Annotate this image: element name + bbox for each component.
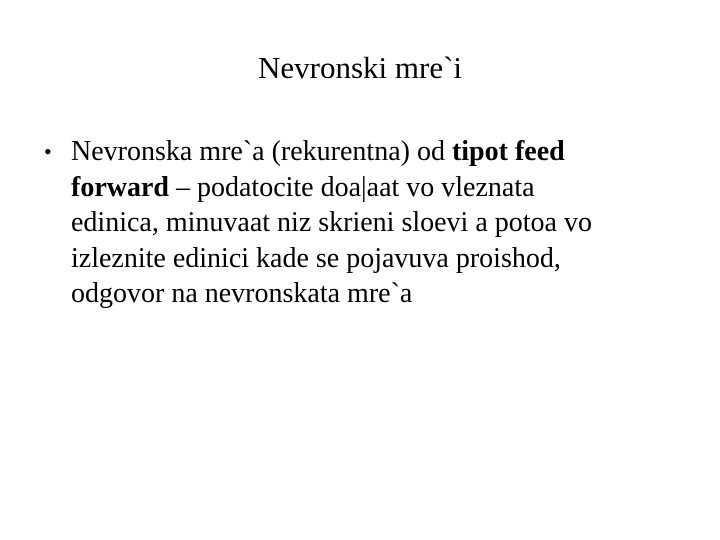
bullet-text-1: Nevronska mre`a (rekurentna) od — [71, 136, 452, 167]
bullet-marker: • — [44, 139, 52, 164]
bullet-line-2 — [71, 170, 684, 206]
bullet-line-4: izleznite edinici kade se pojavuva proishod, — [71, 242, 561, 274]
bullet-bold-term-1: tipot feed — [451, 136, 565, 167]
slide-title: Nevronski mre`i — [257, 50, 463, 85]
bullet-line-3: edinica, minuvaat niz skrieni sloevi a potoa vo — [71, 207, 592, 238]
bullet-line-5: odgovor na nevronskata mre`a — [71, 278, 413, 309]
bullet-bold-term-2: forward — [71, 171, 169, 203]
bullet-item — [44, 134, 684, 312]
bullet-list — [44, 134, 684, 312]
bullet-line-1 — [71, 134, 684, 170]
bullet-text-2: – podatocite doa|aat vo vleznata — [168, 171, 535, 203]
